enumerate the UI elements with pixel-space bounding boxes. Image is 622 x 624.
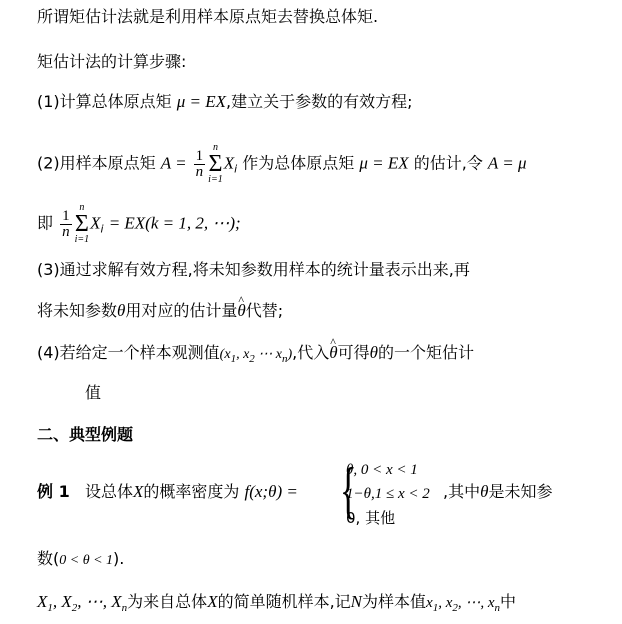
example-1-tail: ,其中θ是未知参	[443, 482, 553, 501]
case-1: θ, 0 < x < 1	[346, 462, 418, 478]
step-4: (4)若给定一个样本观测值($x_1$, $x_2$ ⋯ $x_n$),代入^ θ可得θ的一个矩估计	[37, 343, 474, 369]
step-2-equation: 即 $\frac{1}{n}$ n Σ i=1 $X_i = EX(k = 1$, 2, ⋯);	[37, 202, 241, 245]
case-3: 0, 其他	[346, 509, 396, 527]
example-1-cont: 数(0 < θ < 1).	[37, 549, 125, 568]
case-2: 1−θ,1 ≤ x < 2	[346, 486, 430, 502]
text-line: 所谓矩估计法就是利用样本原点矩去替换总体矩.	[37, 7, 379, 26]
last-line: $X_1$, $X_2$, ⋯, $X_n$为来自总体X的简单随机样本,记N为样本值$x_1$, $x_2$, ⋯, $x_n$中	[37, 592, 517, 614]
step-4-cont: 值	[85, 383, 102, 402]
text-line: 矩估计法的计算步骤:	[37, 52, 187, 71]
step-3-cont: 将未知参数θ用对应的估计量^ θ代替;	[37, 301, 283, 321]
piecewise-brace: {	[339, 454, 357, 525]
step-2: (2)用样本原点矩 A = $\frac{1}{n}$ n Σ i=1 $X_i$ 作为总体原点矩 μ = EX 的估计,令 A = μ	[37, 142, 527, 185]
section-heading: 二、典型例题	[37, 425, 134, 444]
step-3: (3)通过求解有效方程,将未知参数用样本的统计量表示出来,再	[37, 260, 470, 279]
step-1: (1)计算总体原点矩 μ = EX,建立关于参数的有效方程;	[37, 92, 413, 111]
example-1: 例 1 设总体X的概率密度为 f(x;θ) =	[37, 482, 298, 501]
